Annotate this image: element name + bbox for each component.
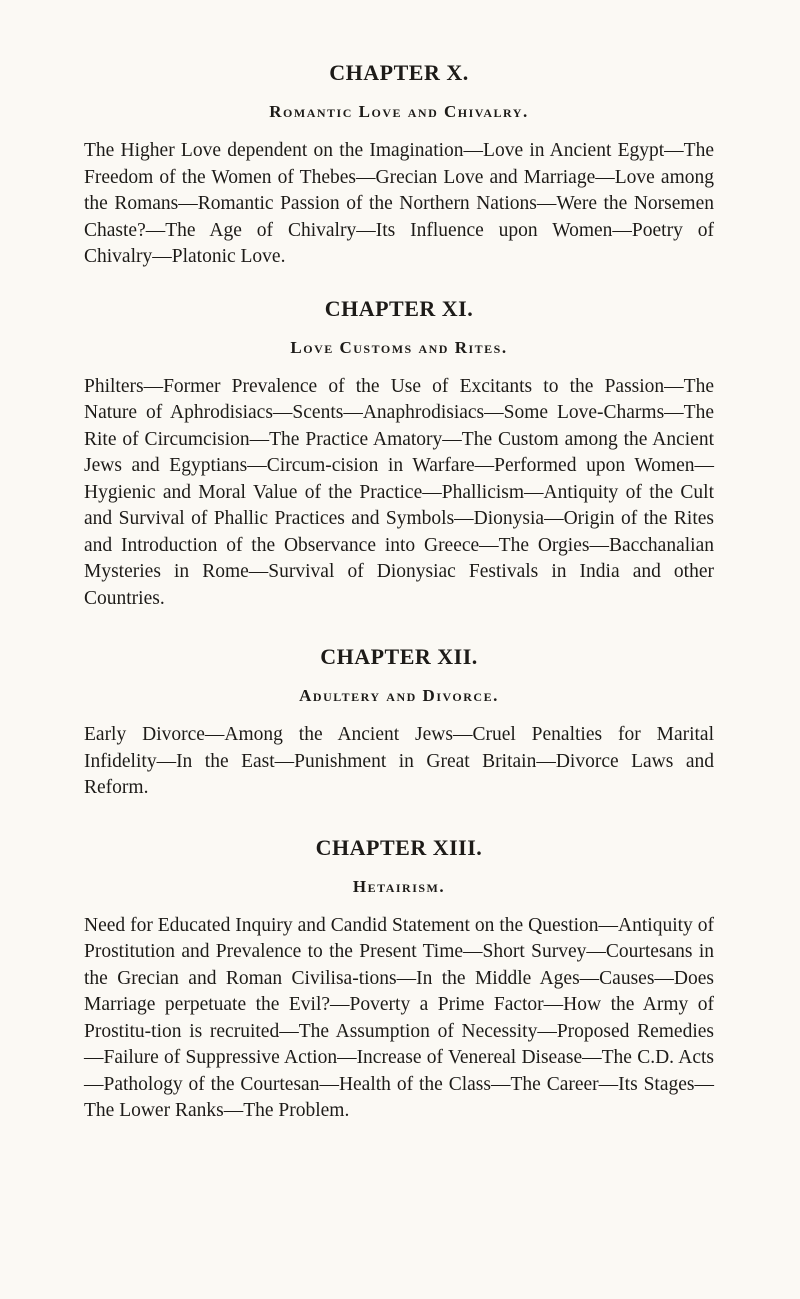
- chapter-heading: CHAPTER X.: [329, 60, 469, 85]
- chapter-summary: Need for Educated Inquiry and Candid Statement on the Question—Antiquity of Prostitution and Prevalence to the Present Time—Short Survey—Courtesans in the Grecian and Roman Civilisa-tions—In the Middle Ages—Causes—Does Marriage perpetuate the Evil?—Poverty a Prime Factor—How the Army of Prostitu-tion is recruited—The Assumption of Necessity—Proposed Remedies—Failure of Suppressive Action—Increase of Venereal Disease—The C.D. Acts—Pathology of the Courtesan—Health of the Class—The Career—Its Stages—The Lower Ranks—The Problem.: [84, 914, 714, 1121]
- chapter-summary: The Higher Love dependent on the Imagination—Love in Ancient Egypt—The Freedom of the Women of Thebes—Grecian Love and Marriage—Love among the Romans—Romantic Passion of the Northern Nations—Were the Norsemen Chaste?—The Age of Chivalry—Its Influence upon Women—Poetry of Chivalry—Platonic Love.: [84, 140, 714, 267]
- chapter-heading: CHAPTER XIII.: [315, 834, 483, 860]
- chapter-heading: CHAPTER XI.: [324, 295, 474, 321]
- chapter-title: Hetairism.: [352, 876, 446, 896]
- chapter-heading: CHAPTER XII.: [320, 644, 478, 669]
- chapter-x: [84, 58, 714, 271]
- chapter-title: Romantic Love and Chivalry.: [269, 102, 529, 121]
- chapter-summary: Philters—Former Prevalence of the Use of Excitants to the Passion—The Nature of Aphrodisiacs—Scents—Anaphrodisiacs—Some Love-Charms—The Rite of Circumcision—The Practice Amatory—The Custom among the Ancient Jews and Egyptians—Circum-cision in Warfare—Performed upon Women—Hygienic and Moral Value of the Practice—Phallicism—Antiquity of the Cult and Survival of Phallic Practices and Symbols—Dionysia—Origin of the Rites and Introduction of the Observance into Greece—The Orgies—Bacchanalian Mysteries in Rome—Survival of Dionysiac Festivals in India and other Countries.: [84, 375, 714, 609]
- chapter-xiii: [84, 833, 714, 1125]
- chapter-xii: [84, 642, 714, 802]
- chapter-xi: [84, 294, 714, 613]
- book-page: [84, 58, 714, 1125]
- chapter-title: Adultery and Divorce.: [299, 686, 499, 705]
- chapter-summary: Early Divorce—Among the Ancient Jews—Cruel Penalties for Marital Infidelity—In the East—Punishment in Great Britain—Divorce Laws and Reform.: [84, 724, 714, 798]
- chapter-title: Love Customs and Rites.: [290, 337, 508, 357]
